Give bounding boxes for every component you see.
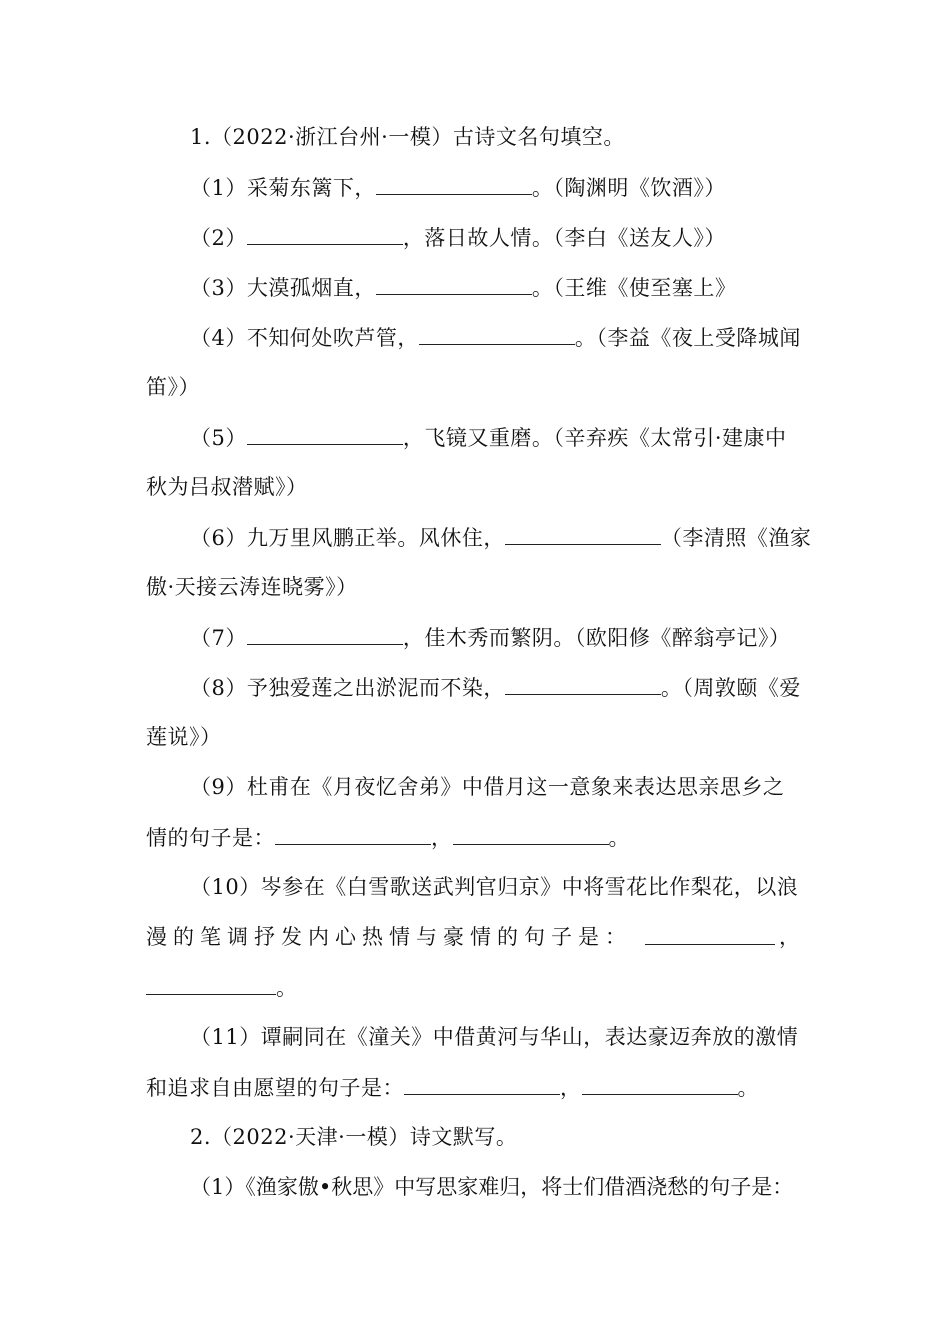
answer-blank[interactable] <box>582 1072 738 1095</box>
answer-blank[interactable] <box>505 522 661 545</box>
answer-blank[interactable] <box>275 822 431 845</box>
q2-item-1: （1）《渔家傲•秋思》中写思家难归，将士们借酒浇愁的句子是： <box>190 1175 794 1199</box>
answer-blank[interactable] <box>453 822 609 845</box>
answer-blank[interactable] <box>376 172 532 195</box>
answer-blank[interactable] <box>419 322 575 345</box>
answer-blank[interactable] <box>404 1072 560 1095</box>
question-2-title: 2.（2022·天津·一模）诗文默写。 <box>190 1125 518 1149</box>
answer-blank[interactable] <box>376 272 532 295</box>
q1-item-5-continued: 秋为吕叔潜赋》） <box>146 475 308 499</box>
q1-item-4: （4）不知何处吹芦管， 。（李益《夜上受降城闻 <box>190 322 801 353</box>
q1-item-10: （10）岑参在《白雪歌送武判官归京》中将雪花比作梨花，以浪 <box>190 875 799 899</box>
q1-item-6: （6）九万里风鹏正举。风休住， （李清照《渔家 <box>190 522 811 553</box>
question-1-title: 1.（2022·浙江台州·一模）古诗文名句填空。 <box>190 125 625 149</box>
answer-blank[interactable] <box>247 222 403 245</box>
q1-item-4-continued: 笛》） <box>146 375 200 399</box>
answer-blank[interactable] <box>247 422 403 445</box>
q1-item-10-continued: 漫的笔调抒发内心热情与豪情的句子是： ， <box>146 922 806 952</box>
q1-item-7: （7） ，佳木秀而繁阴。（欧阳修《醉翁亭记》） <box>190 622 790 653</box>
q1-item-5: （5） ，飞镜又重磨。（辛弃疾《太常引·建康中 <box>190 422 787 453</box>
q1-item-9-continued: 情的句子是： ， 。 <box>146 822 630 853</box>
q1-item-3: （3）大漠孤烟直， 。（王维《使至塞上》 <box>190 272 736 303</box>
answer-blank[interactable] <box>247 622 403 645</box>
answer-blank[interactable] <box>505 672 661 695</box>
q1-item-1: （1）采菊东篱下， 。（陶渊明《饮酒》） <box>190 172 726 203</box>
q1-item-2: （2） ，落日故人情。（李白《送友人》） <box>190 222 726 253</box>
q1-item-6-continued: 傲·天接云涛连晓雾》） <box>146 575 358 599</box>
q1-item-8-continued: 莲说》） <box>146 725 222 749</box>
q1-item-11-continued: 和追求自由愿望的句子是： ， 。 <box>146 1072 759 1103</box>
q1-item-11: （11）谭嗣同在《潼关》中借黄河与华山，表达豪迈奔放的激情 <box>190 1025 799 1049</box>
q1-item-8: （8）予独爱莲之出淤泥而不染， 。（周敦颐《爱 <box>190 672 801 703</box>
q1-item-9: （9）杜甫在《月夜忆舍弟》中借月这一意象来表达思亲思乡之 <box>190 775 785 799</box>
q1-item-10-final: 。 <box>146 972 298 1003</box>
answer-blank[interactable] <box>645 922 775 945</box>
answer-blank[interactable] <box>146 972 276 995</box>
